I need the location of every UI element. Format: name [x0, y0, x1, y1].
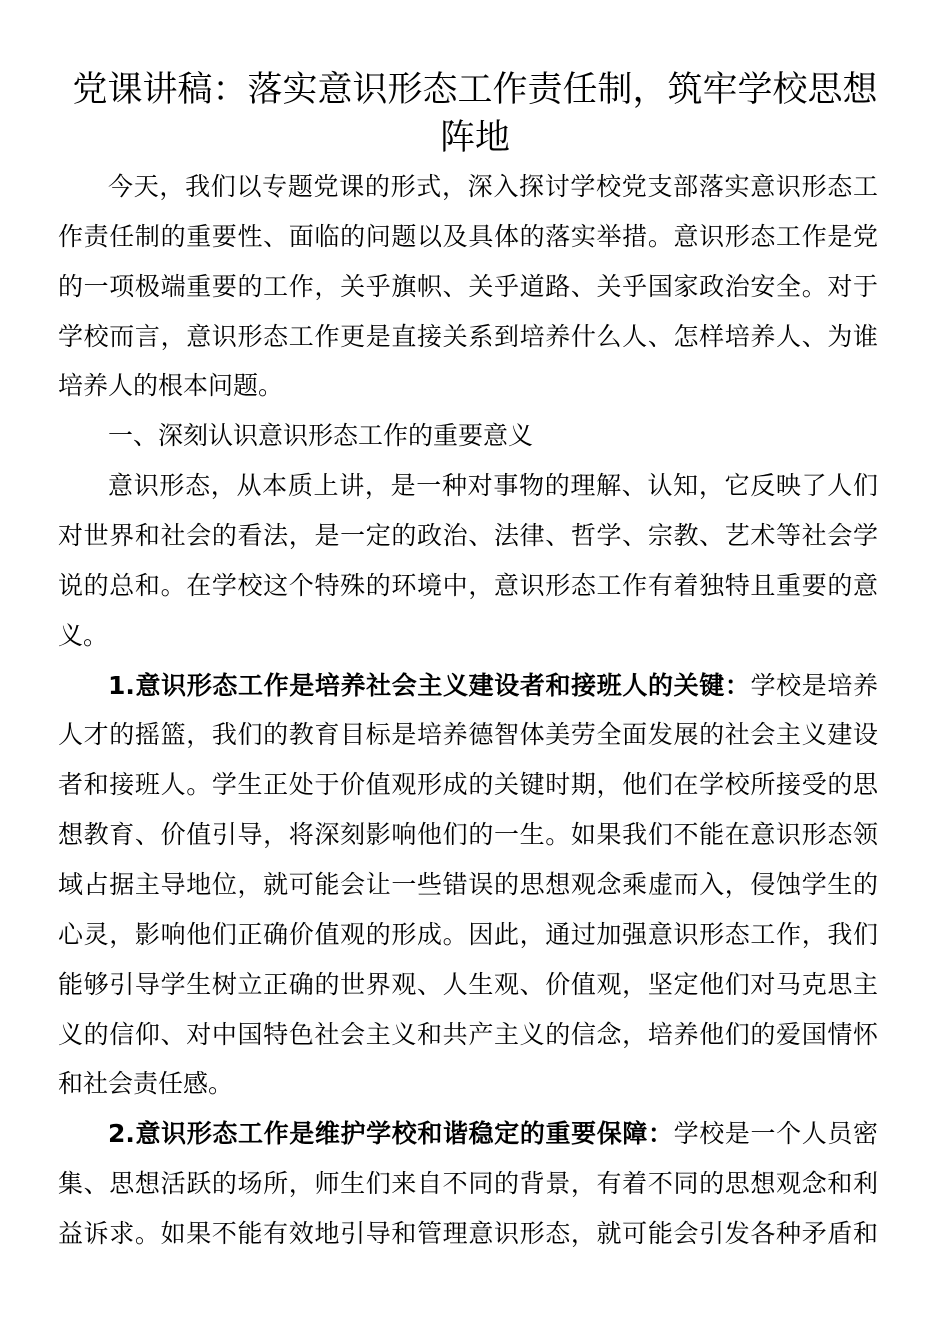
paragraph-line: 人才的摇篮，我们的教育目标是培养德智体美劳全面发展的社会主义建设: [58, 720, 878, 750]
point-text: 学校是一个人员密: [673, 1119, 878, 1149]
paragraph-line: 能够引导学生树立正确的世界观、人生观、价值观，坚定他们对马克思主: [58, 969, 878, 999]
paragraph-line: 和社会责任感。: [58, 1069, 234, 1099]
paragraph-line: 说的总和。在学校这个特殊的环境中，意识形态工作有着独特且重要的意: [58, 570, 878, 600]
document-body: [58, 162, 878, 1259]
paragraph-line: 的一项极端重要的工作，关乎旗帜、关乎道路、关乎国家政治安全。对于: [58, 271, 878, 301]
paragraph-line: 域占据主导地位，就可能会让一些错误的思想观念乘虚而入，侵蚀学生的: [58, 870, 878, 900]
title-line: 阵地: [439, 118, 510, 158]
paragraph-line: 者和接班人。学生正处于价值观形成的关键时期，他们在学校所接受的思: [58, 770, 878, 800]
paragraph-line: 益诉求。如果不能有效地引导和管理意识形态，就可能会引发各种矛盾和: [58, 1219, 878, 1249]
point1-paragraph: [58, 661, 878, 1110]
paragraph-line: 义的信仰、对中国特色社会主义和共产主义的信念，培养他们的爱国情怀: [58, 1019, 878, 1049]
point-lead: 2.意识形态工作是维护学校和谐稳定的重要保障：: [108, 1119, 674, 1149]
paragraph-line: [58, 661, 878, 711]
point-lead: 1.意识形态工作是培养社会主义建设者和接班人的关键：: [108, 670, 751, 700]
title-line: 党课讲稿：落实意识形态工作责任制，筑牢学校思想: [72, 70, 878, 110]
paragraph-line: 培养人的根本问题。: [58, 371, 284, 401]
point2-paragraph: [58, 1109, 878, 1259]
section-heading: 一、深刻认识意识形态工作的重要意义: [108, 421, 534, 451]
paragraph-line: [58, 1109, 878, 1159]
section1-paragraph: [58, 461, 878, 660]
paragraph-line: 义。: [58, 620, 109, 650]
point-text: 学校是培养: [750, 670, 878, 700]
paragraph-line: 集、思想活跃的场所，师生们来自不同的背景，有着不同的思想观念和利: [58, 1169, 878, 1199]
paragraph-line: 学校而言，意识形态工作更是直接关系到培养什么人、怎样培养人、为谁: [58, 321, 878, 351]
paragraph-line: 对世界和社会的看法，是一定的政治、法律、哲学、宗教、艺术等社会学: [58, 521, 878, 551]
paragraph-line: 心灵，影响他们正确价值观的形成。因此，通过加强意识形态工作，我们: [58, 919, 878, 949]
intro-paragraph: [58, 162, 878, 411]
document-title: [0, 66, 950, 162]
paragraph-line: 意识形态，从本质上讲，是一种对事物的理解、认知，它反映了人们: [108, 471, 878, 501]
paragraph-line: 想教育、价值引导，将深刻影响他们的一生。如果我们不能在意识形态领: [58, 820, 878, 850]
paragraph-line: 作责任制的重要性、面临的问题以及具体的落实举措。意识形态工作是党: [58, 221, 878, 251]
paragraph-line: 今天，我们以专题党课的形式，深入探讨学校党支部落实意识形态工: [108, 172, 878, 201]
